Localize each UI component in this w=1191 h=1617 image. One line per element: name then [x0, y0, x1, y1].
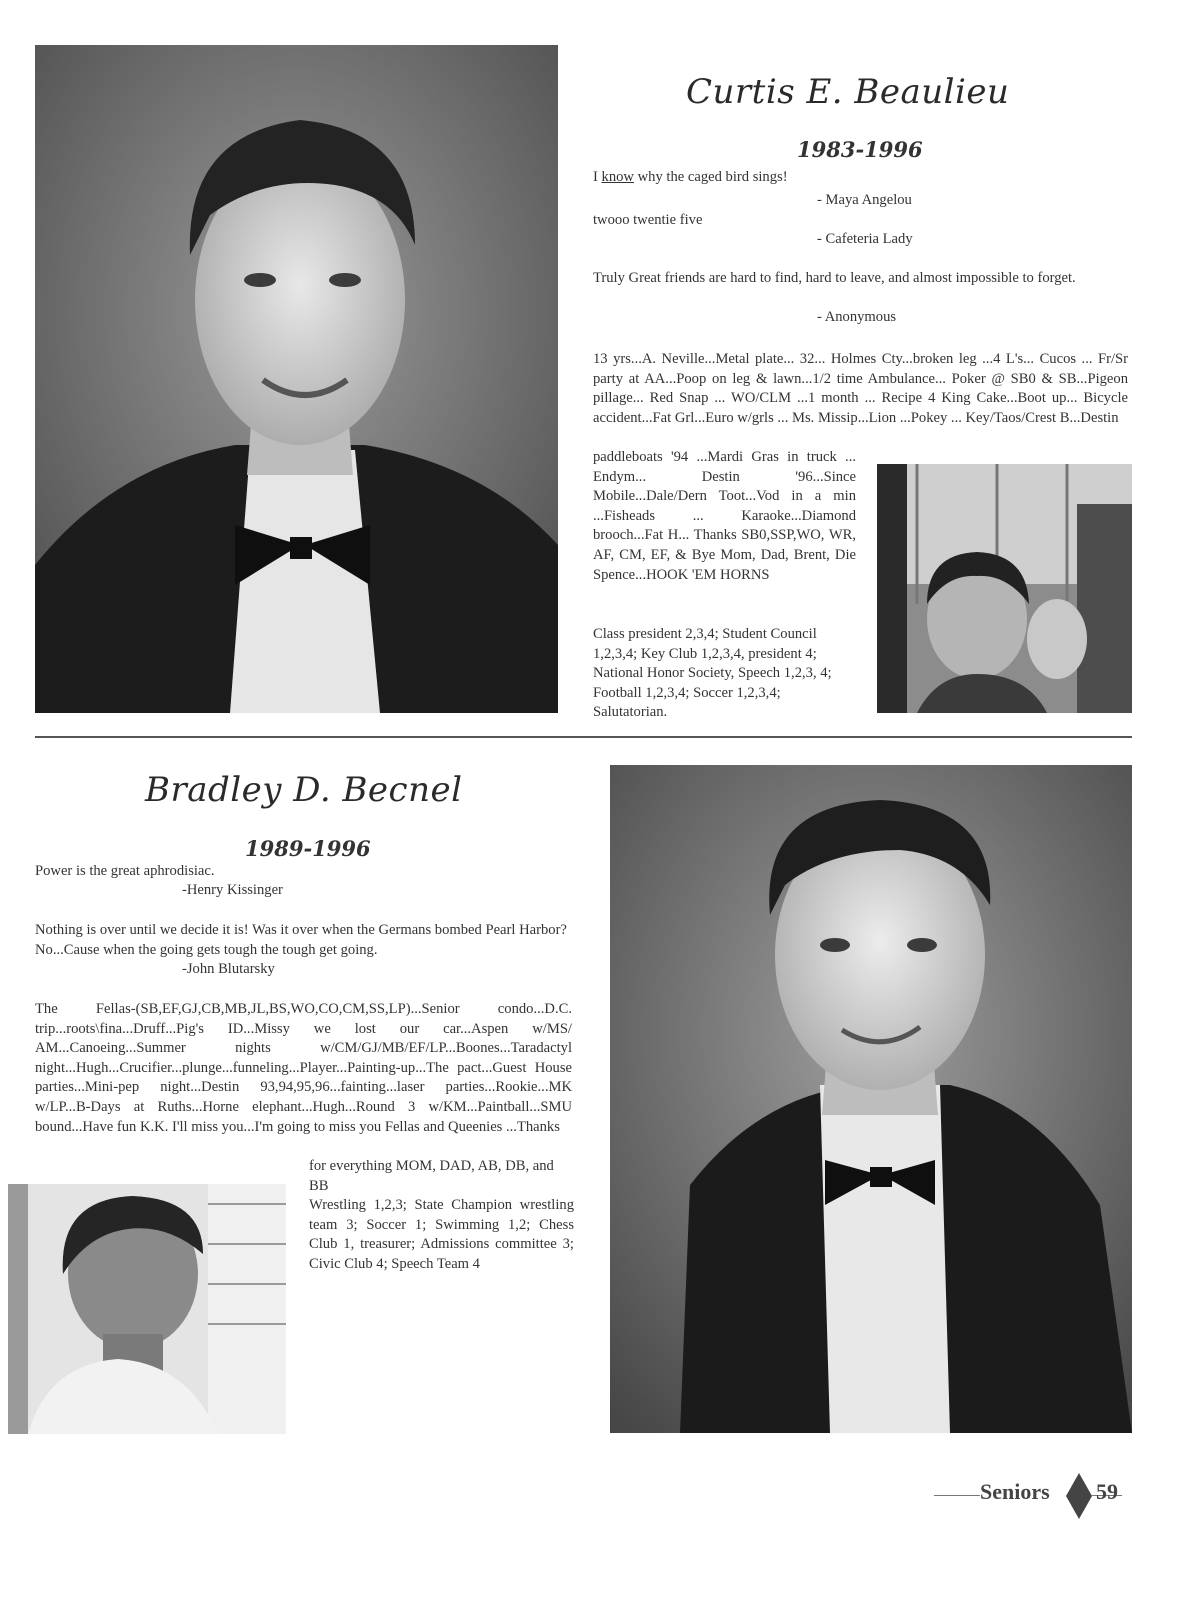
bradley-candid-photo: [8, 1184, 286, 1434]
curtis-candid-photo: [877, 464, 1132, 713]
bradley-memories-top: The Fellas-(SB,EF,GJ,CB,MB,JL,BS,WO,CO,CM,SS,LP)...Senior condo...D.C. trip...roots\fina...Druff...Pig's ID...Missy we lost our car...Aspen w/MS/ AM...Canoeing...Summer nights w/CM/GJ/MB/EF/LP...Boones...Taradactyl night...Hugh...Crucifier...plunge...funneling...Player...Painting-up...The pact...Guest House parties...Mini-pep night...Destin 93,94,95,96...fainting...laser parties...Rookie...MK w/LP...B-Days at Ruths...Horne elephant...Hugh...Round 3 w/KM...Paintball...SMU bound...Have fun K.K. I'll miss you...I'm going to miss you Fellas and Queenies ...Thanks: [35, 1001, 572, 1135]
footer-page-number: 59: [1096, 1479, 1118, 1504]
bradley-years: 1989-1996: [245, 836, 371, 861]
curtis-quote-2-author: - Cafeteria Lady: [817, 231, 913, 247]
curtis-activities: Class president 2,3,4; Student Council 1,2,3,4; Key Club 1,2,3,4, president 4; National Honor Society, Speech 1,2,3, 4; Football 1,2,3,4; Soccer 1,2,3,4; Salutatorian.: [593, 626, 832, 721]
bradley-activities: Wrestling 1,2,3; State Champion wrestling team 3; Soccer 1; Swimming 1,2; Chess Club 1, treasurer; Admissions committee 3; Civic Club 4; Speech Team 4: [309, 1197, 574, 1272]
bradley-portrait-photo: [610, 765, 1132, 1433]
curtis-quote-1-pre: I: [593, 169, 602, 185]
bradley-quote-1-author: -Henry Kissinger: [182, 882, 283, 898]
diamond-icon: [1066, 1473, 1092, 1519]
curtis-quote-1-post: why the caged bird sings!: [633, 169, 788, 185]
curtis-memories-top: 13 yrs...A. Neville...Metal plate... 32... Holmes Cty...broken leg ...4 L's... Cucos ... Fr/Sr party at AA...Poop on leg & lawn...1/2 time Ambulance... Poker @ SB0 & SB...Pigeon pillage... Red Snap ... WO/CLM ...1 month ... Recipe 4 King Cake...Boot up... Bicycle accident...Fat Grl...Euro w/grls ... Ms. Missip...Lion ...Pokey ... Key/Taos/Crest B...Destin: [593, 351, 1128, 426]
bradley-quote-2: Nothing is over until we decide it is! Was it over when the Germans bombed Pearl Harbor? No...Cause when the going gets tough the tough get going.: [35, 922, 567, 958]
bradley-memories-bottom: for everything MOM, DAD, AB, DB, and BB: [309, 1158, 554, 1194]
bradley-name-heading: Bradley D. Becnel: [145, 770, 463, 810]
curtis-quote-3: Truly Great friends are hard to find, hard to leave, and almost impossible to forget.: [593, 270, 1076, 286]
curtis-quote-1-underlined: know: [601, 169, 634, 185]
bradley-quote-2-author: -John Blutarsky: [182, 961, 275, 977]
curtis-portrait-photo: [35, 45, 558, 713]
footer-rule-left: [934, 1495, 980, 1496]
footer-section-label: Seniors: [980, 1479, 1050, 1504]
section-divider: [35, 736, 1132, 738]
curtis-memories-bottom: paddleboats '94 ...Mardi Gras in truck ... Endym... Destin '96...Since Mobile...Dale/Dern Toot...Vod in a min ...Fisheads ... Karaoke...Diamond brooch...Fat H... Thanks SB0,SSP,WO, WR, AF, CM, EF, & Bye Mom, Dad, Brent, Die Spence...HOOK 'EM HORNS: [593, 449, 856, 583]
curtis-quote-3-author: - Anonymous: [817, 309, 897, 325]
curtis-quote-1: [593, 168, 1133, 188]
curtis-name-heading: Curtis E. Beaulieu: [686, 72, 1010, 112]
curtis-years: 1983-1996: [797, 137, 923, 162]
curtis-quote-1-author: - Maya Angelou: [817, 192, 912, 208]
curtis-quote-2: twooo twentie five: [593, 212, 703, 228]
bradley-quote-1: Power is the great aphrodisiac.: [35, 863, 215, 879]
